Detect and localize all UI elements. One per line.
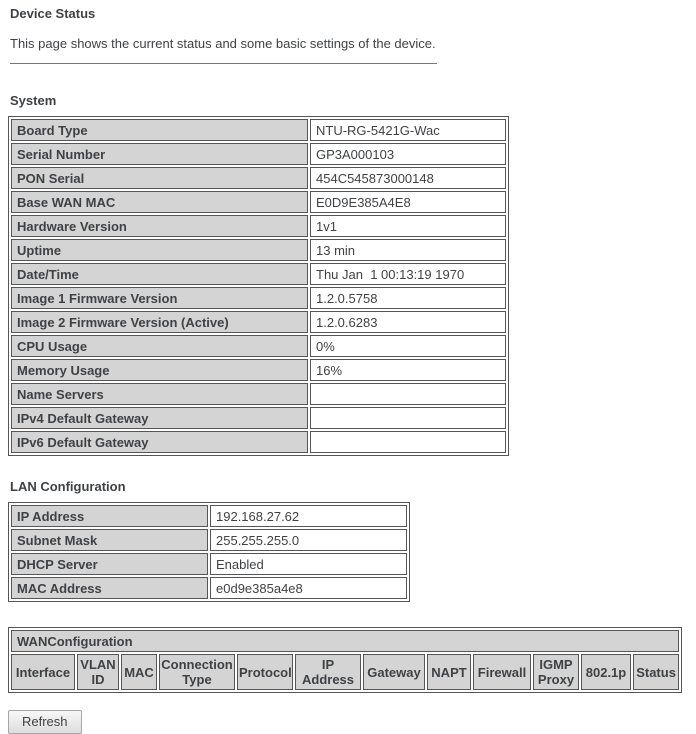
row-value [310, 383, 506, 405]
lan-section-heading: LAN Configuration [10, 479, 126, 494]
wan-col-connection-type: Connection Type [159, 654, 235, 690]
row-value: 1.2.0.5758 [310, 287, 506, 309]
wan-title-row [11, 630, 679, 652]
row-value: NTU-RG-5421G-Wac [310, 119, 506, 141]
table-row [11, 119, 506, 141]
wan-col-status: Status [633, 654, 679, 690]
row-label: Serial Number [11, 143, 308, 165]
row-value: 16% [310, 359, 506, 381]
wan-col-napt: NAPT [427, 654, 471, 690]
page-description: This page shows the current status and some basic settings of the device. [10, 36, 436, 51]
page-title: Device Status [10, 6, 96, 21]
table-row [11, 311, 506, 333]
row-value: 13 min [310, 239, 506, 261]
row-label: Subnet Mask [11, 529, 208, 551]
row-value: 1v1 [310, 215, 506, 237]
table-row [11, 167, 506, 189]
wan-col-interface: Interface [11, 654, 75, 690]
table-row [11, 263, 506, 285]
row-label: Base WAN MAC [11, 191, 308, 213]
row-label: Image 2 Firmware Version (Active) [11, 311, 308, 333]
table-row [11, 239, 506, 261]
row-value: 0% [310, 335, 506, 357]
table-row [11, 287, 506, 309]
table-row [11, 407, 506, 429]
wan-col-8021p: 802.1p [581, 654, 631, 690]
row-value: GP3A000103 [310, 143, 506, 165]
row-value: e0d9e385a4e8 [210, 577, 407, 599]
system-section-heading: System [10, 93, 57, 108]
lan-table [8, 502, 410, 602]
row-label: IP Address [11, 505, 208, 527]
table-row [11, 191, 506, 213]
row-value: 1.2.0.6283 [310, 311, 506, 333]
wan-col-mac: MAC [121, 654, 157, 690]
row-value: 192.168.27.62 [210, 505, 407, 527]
row-value: E0D9E385A4E8 [310, 191, 506, 213]
row-label: Image 1 Firmware Version [11, 287, 308, 309]
row-label: Board Type [11, 119, 308, 141]
row-value [310, 407, 506, 429]
table-row [11, 335, 506, 357]
row-label: Memory Usage [11, 359, 308, 381]
row-label: Uptime [11, 239, 308, 261]
table-row [11, 553, 407, 575]
wan-col-gateway: Gateway [363, 654, 425, 690]
row-label: MAC Address [11, 577, 208, 599]
row-label: Hardware Version [11, 215, 308, 237]
wan-table-title: WANConfiguration [11, 630, 679, 652]
row-label: PON Serial [11, 167, 308, 189]
divider [10, 63, 437, 64]
row-label: Date/Time [11, 263, 308, 285]
row-label: IPv6 Default Gateway [11, 431, 308, 453]
table-row [11, 143, 506, 165]
refresh-button[interactable]: Refresh [8, 710, 82, 734]
wan-col-firewall: Firewall [473, 654, 531, 690]
row-value: Enabled [210, 553, 407, 575]
row-value: 454C545873000148 [310, 167, 506, 189]
wan-col-vlan-id: VLAN ID [77, 654, 119, 690]
wan-col-ip-address: IP Address [295, 654, 361, 690]
wan-col-protocol: Protocol [237, 654, 293, 690]
row-label: CPU Usage [11, 335, 308, 357]
table-row [11, 577, 407, 599]
table-row [11, 431, 506, 453]
row-value [310, 431, 506, 453]
system-table [8, 116, 509, 456]
wan-table [8, 627, 682, 693]
wan-header-row [11, 654, 679, 690]
row-label: IPv4 Default Gateway [11, 407, 308, 429]
table-row [11, 359, 506, 381]
table-row [11, 215, 506, 237]
row-label: Name Servers [11, 383, 308, 405]
row-value: Thu Jan 1 00:13:19 1970 [310, 263, 506, 285]
table-row [11, 505, 407, 527]
wan-col-igmp-proxy: IGMP Proxy [533, 654, 579, 690]
table-row [11, 529, 407, 551]
row-value: 255.255.255.0 [210, 529, 407, 551]
table-row [11, 383, 506, 405]
row-label: DHCP Server [11, 553, 208, 575]
